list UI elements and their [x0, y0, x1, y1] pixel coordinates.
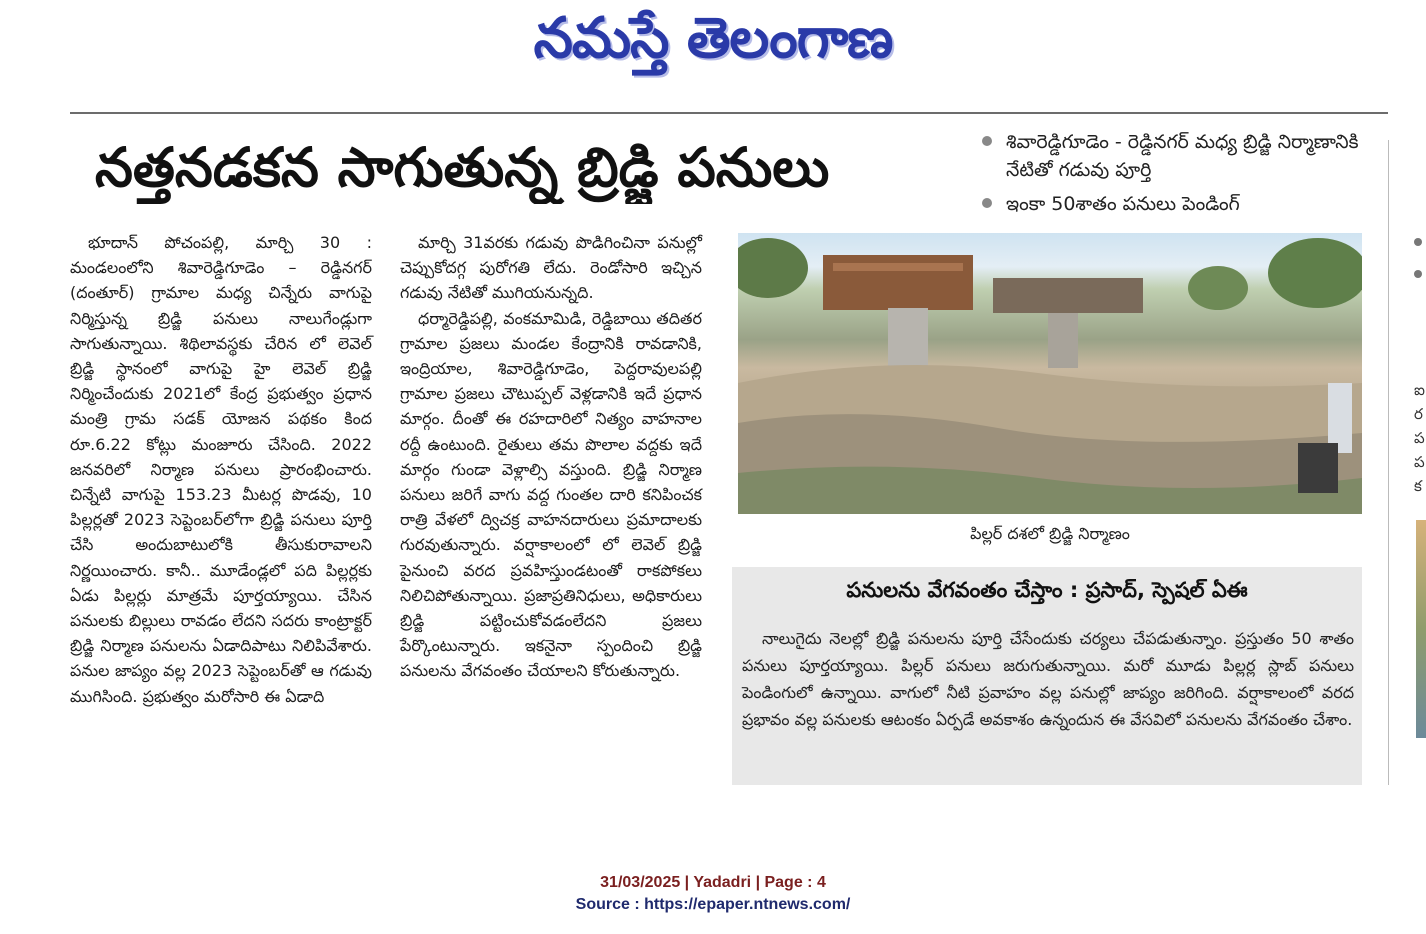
highlight-bullet — [982, 128, 1362, 184]
page-footer — [0, 872, 1426, 916]
highlight-bullet — [982, 190, 1362, 218]
quote-paragraph: నాలుగైదు నెలల్లో బ్రిడ్జి పనులను పూర్తి చేసేందుకు చర్యలు చేపడుతున్నాం. ప్రస్తుతం 50 శాతం పనులు పూర్తయ్యాయి. పిల్లర్ పనులు జరుగుతున్నాయి. మరో మూడు పిల్లర్ల స్లాబ్ పనులు పెండింగులో ఉన్నాయి. వాగులో నీటి ప్రవాహం వల్ల పనుల్లో జాప్యం జరిగింది. వర్షాకాలంలో వరద ప్రభావం వల్ల పనులకు ఆటంకం ఏర్పడే అవకాశం ఉన్నందున ఈ వేసవిలో పనులను వేగవంతం చేశాం. — [742, 629, 1354, 729]
highlight-text: ఇంకా 50శాతం పనులు పెండింగ్ — [1006, 193, 1240, 215]
bullet-dot-icon — [1414, 270, 1422, 278]
right-column-divider — [1388, 140, 1389, 785]
photo-caption: పిల్లర్ దశలో బ్రిడ్జి నిర్మాణం — [970, 524, 1130, 543]
official-quote-box — [732, 567, 1362, 785]
article-paragraph: భూదాన్ పోచంపల్లి, మార్చి 30 : మండలంలోని శివారెడ్డిగూడెం – రెడ్డినగర్ (దంతూర్) గ్రామాల మధ్య చిన్నేరు వాగుపై నిర్మిస్తున్న బ్రిడ్జి పనులు నాలుగేండ్లుగా సాగుతున్నాయి. శిథిలావస్థకు చేరిన లో లెవెల్ బ్రిడ్జి స్థానంలో వాగుపై హై లెవెల్ బ్రిడ్జి నిర్మించేందుకు 2021లో కేంద్ర ప్రభుత్వం ప్రధాన మంత్రి గ్రామ సడక్ యోజన పథకం కింద రూ.6.22 కోట్లు మంజూరు చేసింది. 2022 జనవరిలో నిర్మాణ పనులు ప్రారంభించారు. చిన్నేటి వాగుపై 153.23 మీటర్ల పొడవు, 10 పిల్లర్లతో 2023 సెప్టెంబర్‌లోగా బ్రిడ్జి పనులు పూర్తి చేసి అందుబాటులోకి తీసుకురావాలని నిర్ణయించారు. కానీ.. మూడేండ్లలో పది పిల్లర్లకు ఏడు పిల్లర్లు మాత్రమే పూర్తయ్యాయి. చేసిన పనులకు బిల్లులు రావడం లేదని సదరు కాంట్రాక్టర్ బ్రిడ్జి నిర్మాణ పనులను ఏడాదిపాటు నిలిపివేశారు. పనుల జాప్యం వల్ల 2023 సెప్టెంబర్‌తో ఆ గడువు ముగిసింది. ప్రభుత్వం మరోసారి ఈ ఏడాది — [70, 233, 372, 706]
bridge-construction-photo — [738, 233, 1362, 514]
article-paragraph: మార్చి 31వరకు గడువు పొడిగించినా పనుల్లో చెప్పుకోదగ్గ పురోగతి లేదు. రెండోసారి ఇచ్చిన గడువు నేటితో ముగియనున్నది. — [400, 233, 702, 303]
next-article-text-fragment: ఐ ర ప ప క — [1414, 381, 1425, 495]
newspaper-masthead: నమస్తే తెలంగాణ — [533, 6, 893, 71]
article-column-1 — [70, 230, 372, 709]
top-divider — [70, 112, 1388, 114]
next-article-photo-fragment — [1416, 520, 1426, 738]
article-paragraph: ధర్మారెడ్డిపల్లి, వంకమామిడి, రెడ్డిబాయి తదితర గ్రామాల ప్రజలు మండల కేంద్రానికి రావడానికి, ఇంద్రియాల, శివారెడ్డిగూడెం, పెద్దరావులపల్లి గ్రామాల ప్రజలు చౌటుప్పల్ వెళ్లడానికి ఇదే ప్రధాన మార్గం. దీంతో ఈ రహదారిలో నిత్యం వాహనాల రద్దీ ఉంటుంది. రైతులు తమ పొలాల వద్దకు ఇదే మార్గం గుండా వెళ్లాల్సి వస్తుంది. బ్రిడ్జి నిర్మాణ పనులు జరిగే వాగు వద్ద గుంతల దారి కనిపించక రాత్రి వేళలో ద్విచక్ర వాహనదారులు ప్రమాదాలకు గురవుతున్నారు. వర్షాకాలంలో లో లెవెల్ బ్రిడ్జి పైనుంచి వరద ప్రవహిస్తుండటంతో రాకపోకలు నిలిచిపోతున్నాయి. ప్రజాప్రతినిధులు, అధికారులు బ్రిడ్జి పట్టించుకోవడంలేదని ప్రజలు పేర్కొంటున్నారు. ఇకనైనా స్పందించి బ్రిడ్జి పనులను వేగవంతం చేయాలని కోరుతున్నారు. — [400, 308, 702, 681]
article-column-2 — [400, 230, 702, 684]
quote-box-title: పనులను వేగవంతం చేస్తాం : ప్రసాద్, స్పెషల్ ఏఈ — [846, 578, 1248, 602]
bullet-dot-icon — [982, 198, 992, 208]
highlight-bullets — [982, 128, 1362, 224]
bullet-dot-icon — [982, 136, 992, 146]
footer-source: Source : https://epaper.ntnews.com/ — [575, 896, 851, 913]
photo-illustration — [738, 233, 1362, 514]
highlight-text: శివారెడ్డిగూడెం - రెడ్డినగర్ మధ్య బ్రిడ్జి నిర్మాణానికి నేటితో గడువు పూర్తి — [1006, 131, 1359, 181]
footer-date-page: 31/03/2025 | Yadadri | Page : 4 — [600, 874, 826, 891]
bullet-dot-icon — [1414, 238, 1422, 246]
quote-box-text — [742, 625, 1354, 733]
next-article-bullets — [1414, 238, 1426, 302]
article-headline: నత్తనడకన సాగుతున్న బ్రిడ్జి పనులు — [95, 136, 830, 199]
